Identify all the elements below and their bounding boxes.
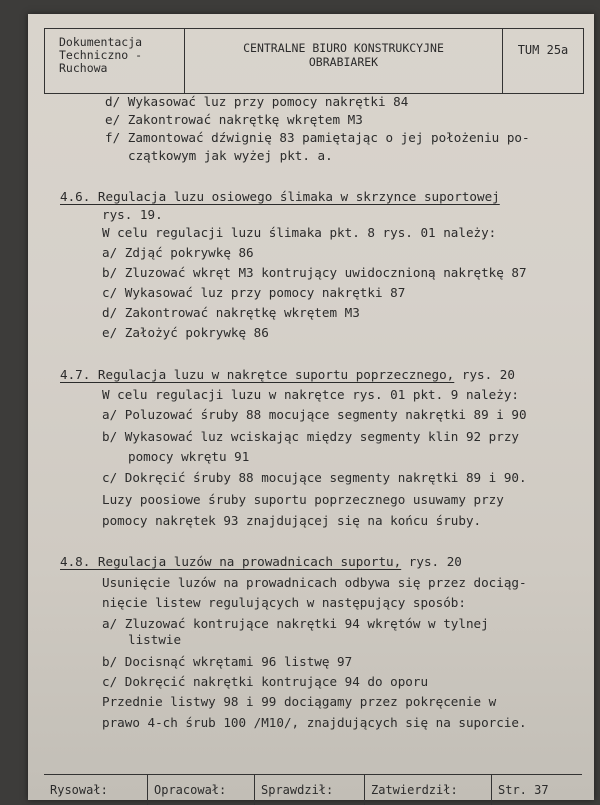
text-line: e/ Założyć pokrywkę 86: [102, 325, 269, 340]
section-heading-line: [60, 367, 515, 383]
text-line: Usunięcie luzów na prowadnicach odbywa się przez dociąg-: [102, 575, 527, 590]
section-heading: 4.7. Regulacja luzu w nakrętce suportu poprzecznego,: [60, 367, 455, 382]
header-left-line: Ruchowa: [59, 61, 108, 75]
text-line: d/ Zakontrować nakrętkę wkrętem M3: [102, 305, 360, 320]
text-line: Luzy poosiowe śruby suportu poprzecznego usuwamy przy: [102, 492, 504, 507]
header-code: TUM 25a: [517, 43, 569, 57]
header-left-line: Dokumentacja: [59, 35, 143, 49]
text-line: a/ Zluzować kontrujące nakrętki 94 wkrętów w tylnej: [102, 616, 489, 631]
section-heading-ref: rys. 20: [408, 554, 462, 569]
document-page: [28, 14, 594, 800]
text-line: c/ Wykasować luz przy pomocy nakrętki 87: [102, 285, 406, 300]
header-org: [185, 29, 503, 93]
section-heading: 4.6. Regulacja luzu osiowego ślimaka w skrzynce suportowej: [60, 189, 500, 204]
footer-table: [44, 774, 582, 805]
footer-page-number: Str. 37: [498, 783, 549, 797]
text-line: Przednie listwy 98 i 99 dociągamy przez pokręcenie w: [102, 694, 497, 709]
text-line: f/ Zamontować dźwignię 83 pamiętając o jej położeniu po-: [105, 130, 530, 145]
text-line: b/ Docisnąć wkrętami 96 listwę 97: [102, 654, 353, 669]
section-heading: 4.8. Regulacja luzów na prowadnicach suportu,: [60, 554, 402, 569]
text-line: a/ Poluzować śruby 88 mocujące segmenty nakrętki 89 i 90: [102, 407, 527, 422]
header-left-line: Techniczno -: [59, 48, 143, 62]
text-line: rys. 19.: [102, 207, 163, 222]
text-line: W celu regulacji luzu w nakrętce rys. 01 pkt. 9 należy:: [102, 387, 520, 402]
text-line: c/ Dokręcić śruby 88 mocujące segmenty nakrętki 89 i 90.: [102, 470, 527, 485]
footer-approved-by: Zatwierdził:: [365, 775, 492, 805]
text-line: c/ Dokręcić nakrętki kontrujące 94 do oporu: [102, 674, 429, 689]
footer-drawn-by: Rysował:: [44, 775, 148, 805]
text-line: pomocy wkrętu 91: [128, 449, 250, 464]
text-line: e/ Zakontrować nakrętkę wkrętem M3: [105, 112, 363, 127]
header-org-line: CENTRALNE BIURO KONSTRUKCYJNE: [243, 41, 444, 55]
section-heading-line: [60, 554, 462, 570]
text-line: W celu regulacji luzu ślimaka pkt. 8 rys. 01 należy:: [102, 225, 497, 240]
header-table: [44, 28, 584, 94]
footer-prepared-by: Opracował:: [148, 775, 255, 805]
text-line: b/ Wykasować luz wciskając między segmenty klin 92 przy: [102, 429, 520, 444]
text-line: listwie: [128, 632, 182, 647]
footer-checked-by: Sprawdził:: [255, 775, 365, 805]
header-doc-type: [45, 29, 185, 93]
header-org-line: OBRABIAREK: [308, 55, 379, 69]
text-line: pomocy nakrętek 93 znajdującej się na końcu śruby.: [102, 513, 482, 528]
text-line: prawo 4-ch śrub 100 /M10/, znajdujących się na suporcie.: [102, 715, 527, 730]
section-heading-ref: rys. 20: [461, 367, 515, 382]
text-line: a/ Zdjąć pokrywkę 86: [102, 245, 254, 260]
text-line: czątkowym jak wyżej pkt. a.: [128, 148, 333, 163]
text-line: d/ Wykasować luz przy pomocy nakrętki 84: [105, 94, 409, 109]
text-line: nięcie listew regulujących w następujący sposób:: [102, 595, 466, 610]
text-line: b/ Zluzować wkręt M3 kontrujący uwidocznioną nakrętkę 87: [102, 265, 527, 280]
